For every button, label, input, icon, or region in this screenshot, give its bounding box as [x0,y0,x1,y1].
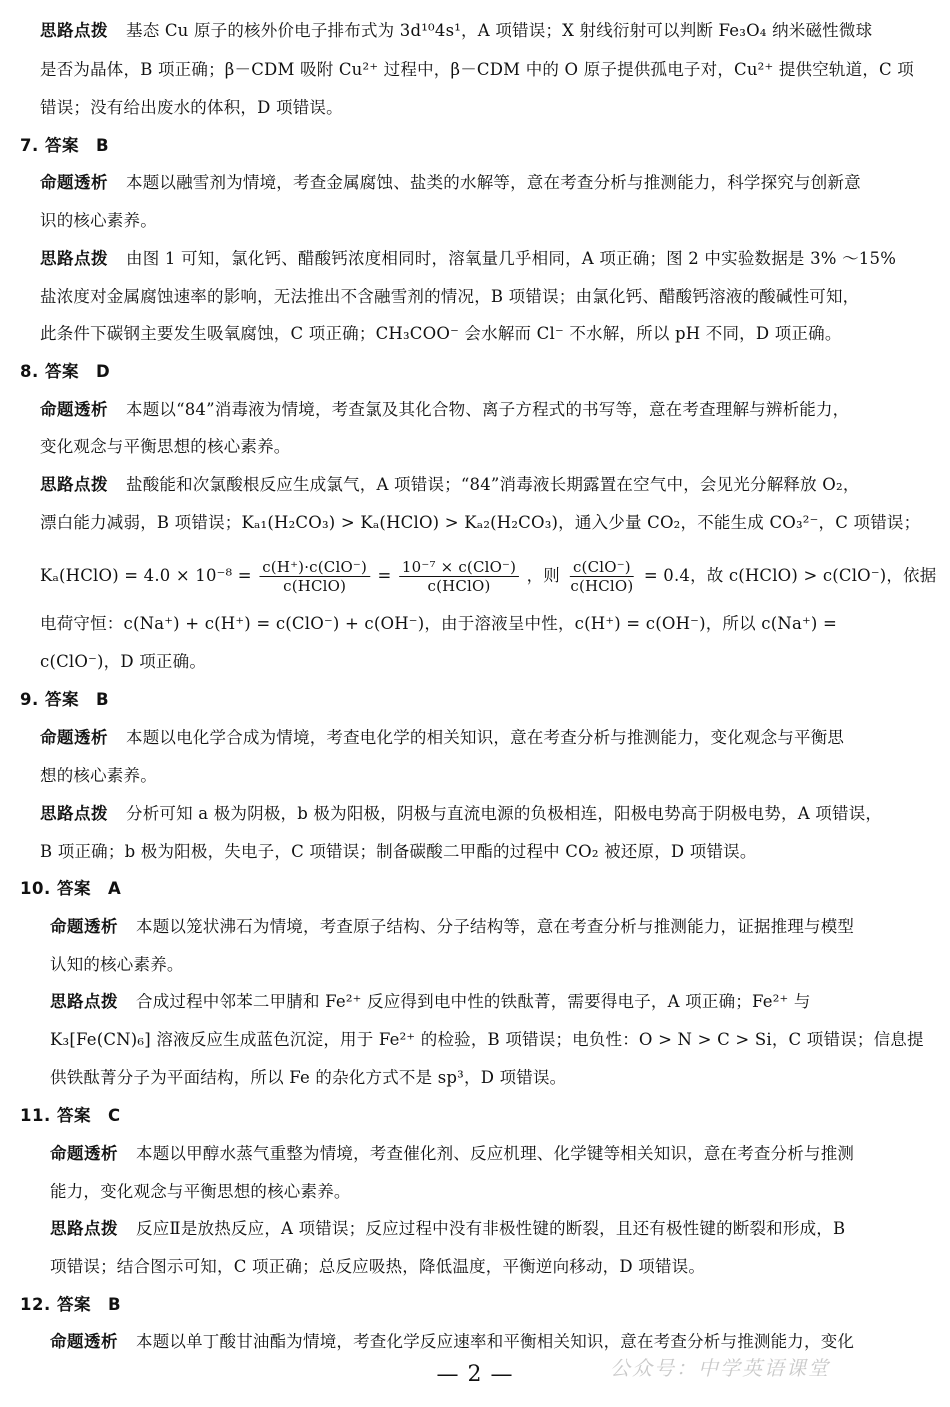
page-number: — 2 — [436,1362,514,1387]
fraction-2: $\frac{\text{10⁻⁷ × c(ClO⁻)}}{\text{c(HClO)}}$ [399,558,519,595]
q10-tip-line-1: 思路点拨 合成过程中邻苯二甲腈和 Fe²⁺ 反应得到电中性的铁酞菁，需要得电子，A 项正确；Fe²⁺ 与 [50,992,811,1011]
analysis-label: 命题透析 [50,1144,118,1163]
q10-analysis-line-1: 命题透析 本题以笼状沸石为情境，考查原子结构、分子结构等，意在考查分析与推测能力，证据推理与模型 [50,917,855,936]
tip-label: 思路点拨 [50,992,118,1011]
analysis-label: 命题透析 [50,1332,118,1351]
analysis-label: 命题透析 [40,173,108,192]
q9-analysis-line-2: 想的核心素养。 [40,766,157,785]
q8-tip-line-4: c(ClO⁻)，D 项正确。 [40,652,207,671]
q8-heading: 8. 答案 D [20,362,111,381]
q8-tip-line-3: 电荷守恒：c(Na⁺) + c(H⁺) = c(ClO⁻) + c(OH⁻)，由于溶液呈中性，c(H⁺) = c(OH⁻)，所以 c(Na⁺) = [40,614,838,633]
q12-analysis-line-1: 命题透析 本题以单丁酸甘油酯为情境，考查化学反应速率和平衡相关知识，意在考查分析与推测能力，变化 [50,1332,855,1351]
tip-label: 思路点拨 [40,21,108,40]
tip-label: 思路点拨 [40,475,108,494]
intro-tip-line-2: 是否为晶体，B 项正确；β－CDM 吸附 Cu²⁺ 过程中，β－CDM 中的 O 原子提供孤电子对，Cu²⁺ 提供空轨道，C 项 [40,60,915,79]
q10-heading: 10. 答案 A [20,879,122,898]
intro-tip-line-1: 思路点拨 基态 Cu 原子的核外价电子排布式为 3d¹⁰4s¹，A 项错误；X 射线衍射可以判断 Fe₃O₄ 纳米磁性微球 [40,21,873,40]
tip-label: 思路点拨 [40,249,108,268]
equation-suffix: = 0.4，故 c(HClO) > c(ClO⁻)，依据 [643,566,937,585]
q9-heading: 9. 答案 B [20,690,110,709]
q12-heading: 12. 答案 B [20,1295,122,1314]
fraction-3: $\frac{\text{c(ClO⁻)}}{\text{c(HClO)}}$ [570,558,634,595]
q8-equation-line [40,556,936,596]
q11-heading: 11. 答案 C [20,1106,121,1125]
tip-label: 思路点拨 [50,1219,118,1238]
q8-tip-line-2: 漂白能力减弱，B 项错误；Kₐ₁(H₂CO₃) > Kₐ(HClO) > Kₐ₂(H₂CO₃)，通入少量 CO₂，不能生成 CO₃²⁻，C 项错误； [40,513,921,532]
equation-equals: = [377,566,392,585]
analysis-label: 命题透析 [50,917,118,936]
tip-label: 思路点拨 [40,804,108,823]
q7-tip-line-1: 思路点拨 由图 1 可知，氯化钙、醋酸钙浓度相同时，溶氧量几乎相同，A 项正确；图 2 中实验数据是 3% ～15% [40,249,897,268]
q8-analysis-line-1: 命题透析 本题以“84”消毒液为情境，考查氯及其化合物、离子方程式的书写等，意在考查理解与辨析能力， [40,400,850,419]
q7-analysis-line-2: 识的核心素养。 [40,211,157,230]
q9-tip-line-1: 思路点拨 分析可知 a 极为阴极，b 极为阳极，阴极与直流电源的负极相连，阳极电势高于阴极电势，A 项错误， [40,804,883,823]
intro-tip-line-3: 错误；没有给出废水的体积，D 项错误。 [40,98,343,117]
q9-analysis-line-1: 命题透析 本题以电化学合成为情境，考查电化学的相关知识，意在考查分析与推测能力，变化观念与平衡思 [40,728,845,747]
q8-analysis-line-2: 变化观念与平衡思想的核心素养。 [40,437,291,456]
q8-tip-line-1: 思路点拨 盐酸能和次氯酸根反应生成氯气，A 项错误；“84”消毒液长期露置在空气中，会见光分解释放 O₂， [40,475,860,494]
equation-then: ，则 [526,566,560,585]
q10-tip-line-3: 供铁酞菁分子为平面结构，所以 Fe 的杂化方式不是 sp³，D 项错误。 [50,1068,567,1087]
q11-tip-line-1: 思路点拨 反应Ⅱ是放热反应，A 项错误；反应过程中没有非极性键的断裂，且还有极性键的断裂和形成，B [50,1219,846,1238]
q7-tip-line-2: 盐浓度对金属腐蚀速率的影响，无法推出不含融雪剂的情况，B 项错误；由氯化钙、醋酸钙溶液的酸碱性可知， [40,287,860,306]
q10-analysis-line-2: 认知的核心素养。 [50,955,184,974]
q7-analysis-line-1: 命题透析 本题以融雪剂为情境，考查金属腐蚀、盐类的水解等，意在考查分析与推测能力，科学探究与创新意 [40,173,861,192]
q10-tip-line-2: K₃[Fe(CN)₆] 溶液反应生成蓝色沉淀，用于 Fe²⁺ 的检验，B 项错误；电负性：O > N > C > Si，C 项错误；信息提 [50,1030,924,1049]
equation-prefix: Kₐ(HClO) = 4.0 × 10⁻⁸ = [40,566,252,585]
q11-analysis-line-1: 命题透析 本题以甲醇水蒸气重整为情境，考查催化剂、反应机理、化学键等相关知识，意在考查分析与推测 [50,1144,855,1163]
q9-tip-line-2: B 项正确；b 极为阳极，失电子，C 项错误；制备碳酸二甲酯的过程中 CO₂ 被还原，D 项错误。 [40,842,757,861]
q7-heading: 7. 答案 B [20,136,110,155]
q7-tip-line-3: 此条件下碳钢主要发生吸氧腐蚀，C 项正确；CH₃COO⁻ 会水解而 Cl⁻ 不水解，所以 pH 不同，D 项正确。 [40,324,842,343]
q11-analysis-line-2: 能力，变化观念与平衡思想的核心素养。 [50,1182,351,1201]
analysis-label: 命题透析 [40,400,108,419]
watermark: 公众号：中学英语课堂 [610,1356,830,1380]
q11-tip-line-2: 项错误；结合图示可知，C 项正确；总反应吸热，降低温度，平衡逆向移动，D 项错误。 [50,1257,706,1276]
analysis-label: 命题透析 [40,728,108,747]
fraction-1: $\frac{\text{c(H⁺)·c(ClO⁻)}}{\text{c(HClO)}}$ [259,558,370,595]
